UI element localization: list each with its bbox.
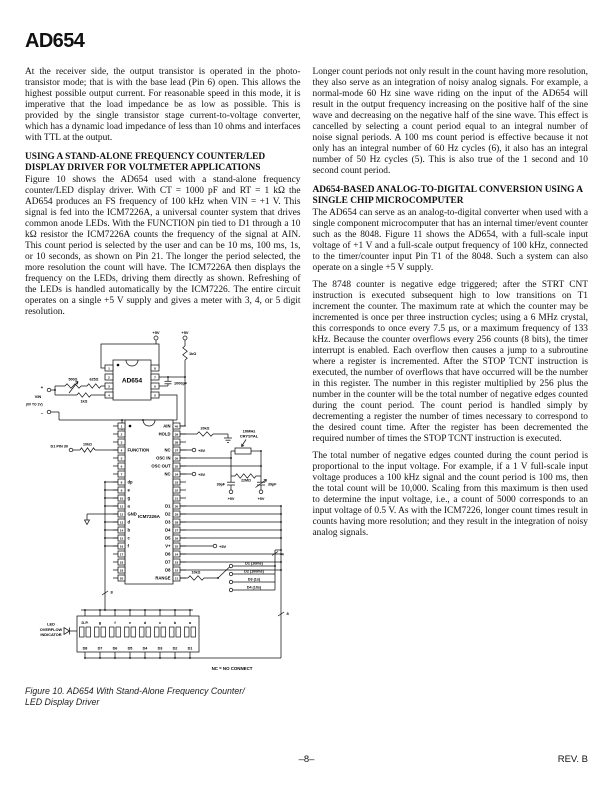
switch-position-label: D2 (100ms) <box>244 569 264 574</box>
icm-pin-number-31: 31 <box>174 496 179 501</box>
led-overflow-label: INDICATOR <box>40 632 62 637</box>
junction-dot <box>189 609 191 611</box>
icm-pin-number-27: 27 <box>174 528 179 533</box>
junction-dot <box>280 549 282 551</box>
icm-pin-number-25: 25 <box>174 544 179 549</box>
icm-pin-number-37: 37 <box>174 448 179 453</box>
icm-pin-label-25: V+ <box>165 543 171 549</box>
junction-dot <box>280 553 282 555</box>
junction-dot <box>280 537 282 539</box>
junction-dot <box>260 465 262 467</box>
crystal-label: 10MHz <box>242 428 256 434</box>
icm-pin-label-22: D8 <box>165 567 171 573</box>
icm-pin-label-24: D6 <box>165 551 171 557</box>
capacitor-label: 1000pF <box>174 381 188 386</box>
vin-plus: + <box>40 385 44 390</box>
ad654-pin-number-4: 4 <box>108 393 110 398</box>
icm-pin-number-35: 35 <box>174 464 179 469</box>
resistor-label: 10kΩ <box>191 570 201 575</box>
icm-pin-label-11: a <box>127 503 130 509</box>
icm-pin-label-37: NC <box>164 447 171 453</box>
figure-10 <box>25 324 301 680</box>
ad654-pin-number-7: 7 <box>154 375 156 380</box>
icm-pin-number-38: 38 <box>174 440 179 445</box>
icm-chip-label: ICM7226A <box>138 514 160 519</box>
icm-pin-number-36: 36 <box>174 456 179 461</box>
vin-minus: – <box>40 410 44 416</box>
junction-dot <box>217 577 219 579</box>
resistor-label: 22MΩ <box>241 478 251 483</box>
junction-dot <box>104 609 106 611</box>
icm-pin-number-39: 39 <box>174 432 179 437</box>
crystal-label: CRYSTAL <box>239 433 259 439</box>
junction-dot <box>104 505 106 507</box>
resistor-label: 20kΩ <box>200 426 210 431</box>
ad654-pin-number-6: 6 <box>154 384 156 389</box>
page-number: –8– <box>298 754 315 765</box>
segment-label-d: d <box>143 621 147 625</box>
resistor-label: 1kΩ <box>189 352 197 356</box>
icm-pin-number-8: 8 <box>120 480 123 485</box>
paragraph: At the receiver side, the output transistor is operated in the photo-transistor mode; that is with the base lead (Pin 6) open. This allows the highest possible output current. For reasonable speed in this mode, it is imperative that the load impedance be as low as possible. This is provided by the single transistor stage current-to-voltage converter, which has a dynamic load impedance of less than 10 ohms and interfaces with TTL at the output. <box>25 67 301 143</box>
junction-dot <box>280 569 282 571</box>
junction-dot <box>104 497 106 499</box>
switch-position-label: D3 (1s) <box>247 577 261 582</box>
junction-dot <box>260 450 262 452</box>
junction-dot <box>189 657 191 659</box>
junction-dot <box>129 609 131 611</box>
digit-label-D8: D8 <box>82 646 88 651</box>
led-overflow-label: OVERFLOW <box>39 626 63 632</box>
junction-dot <box>99 609 101 611</box>
icm-pin-number-15: 15 <box>119 536 124 541</box>
ad654-pin-number-1: 1 <box>108 366 110 371</box>
icm-pin-label-40: AIN <box>163 423 171 429</box>
d1-pin30-label: D1 PIN 30 <box>50 444 68 449</box>
icm-pin-label-28: D3 <box>165 519 171 525</box>
junction-dot <box>114 657 116 659</box>
digit-label-D5: D5 <box>127 646 133 651</box>
icm-pin-number-32: 32 <box>174 488 179 493</box>
icm-pin-number-12: 12 <box>119 512 124 517</box>
left-column <box>25 67 301 708</box>
icm-pin-label-35: OSC OUT <box>151 463 171 469</box>
junction-dot <box>280 529 282 531</box>
junction-dot <box>84 609 86 611</box>
junction-dot <box>104 481 106 483</box>
icm-pin-label-13: d <box>127 519 131 525</box>
supply-label: +5V <box>198 472 206 477</box>
no-connect-note: NC = NO CONNECT <box>211 666 253 671</box>
icm-pin-label-10: g <box>127 495 131 501</box>
digit-label-D4: D4 <box>142 646 148 651</box>
right-column <box>313 67 589 708</box>
digit-label-D3: D3 <box>157 646 163 651</box>
ad654-pin-number-5: 5 <box>154 393 156 398</box>
junction-dot <box>280 505 282 507</box>
junction-dot <box>54 389 56 391</box>
figure-wires <box>47 336 284 658</box>
icm-pin-number-5: 5 <box>120 456 123 461</box>
two-column-layout <box>25 67 588 708</box>
junction-dot <box>174 609 176 611</box>
page-title: AD654 <box>25 30 85 52</box>
icm-pin-number-34: 34 <box>174 472 179 477</box>
icm-pin-label-21: RANGE <box>155 575 171 581</box>
ad654-chip-label: AD654 <box>121 377 143 385</box>
icm-pin-number-9: 9 <box>120 488 123 493</box>
trimpot-label: 500Ω <box>68 377 78 382</box>
junction-dot <box>184 376 186 378</box>
paragraph: The total number of negative edges counted during the count period is proportional to the input voltage. For example, if a 1 V full-scale input voltage produces a 100 kHz signal and the count period is 100 ms, then the total count will be 10,000. Scaling from this maximum is then used to determine the input voltage, i.e., a count of 5000 corresponds to an input voltage of 0.5 V. As with the ICM7226, longer count times result in counts having more resolution; and they result in the integration of noisy analog signals. <box>312 451 588 538</box>
segment-label-b: b <box>173 621 177 625</box>
junction-dot <box>114 609 116 611</box>
icm-pin-label-12: GND <box>127 511 137 517</box>
junction-dot <box>167 376 169 378</box>
segment-label-D.P.: D.P. <box>81 621 89 625</box>
icm-pin-number-22: 22 <box>174 568 179 573</box>
supply-label: +5V <box>181 330 189 335</box>
supply-label: +5V <box>152 330 160 335</box>
junction-dot <box>144 657 146 659</box>
segment-label-f: f <box>114 621 116 625</box>
ad654-pin-number-2: 2 <box>108 375 110 380</box>
junction-dot <box>84 657 86 659</box>
caption-line: Figure 10. AD654 With Stand-Alone Frequency Counter/ <box>25 686 245 696</box>
icm-pin-label-27: D4 <box>165 527 171 533</box>
paragraph: The AD654 can serve as an analog-to-digital converter when used with a single component microcomputer that has an internal timer/event counter such as the 8048. Figure 11 shows the AD654, with a full-scale input voltage of +1 V and a full-scale output frequency of 100 kHz, connected to the timer/counter input Pin T1 of the 8048. Such a system can also operate on a single +5 V supply. <box>312 208 588 273</box>
junction-dot <box>280 513 282 515</box>
icm-pin-label-16: f <box>127 543 129 549</box>
icm-pin-number-20: 20 <box>119 576 124 581</box>
icm-pin-number-19: 19 <box>119 568 124 573</box>
junction-dot <box>104 545 106 547</box>
icm-pin-number-24: 24 <box>174 552 179 557</box>
icm-pin-label-26: D5 <box>165 535 171 541</box>
capacitor-label: 39pF <box>216 482 225 487</box>
digit-label-D6: D6 <box>112 646 118 651</box>
junction-dot <box>274 565 276 567</box>
junction-dot <box>99 657 101 659</box>
junction-dot <box>280 561 282 563</box>
section-heading: AD654-BASED ANALOG-TO-DIGITAL CONVERSION USING A SINGLE CHIP MICROCOMPUTER <box>312 185 583 206</box>
pin1-dot <box>117 364 120 367</box>
icm-pin-number-23: 23 <box>174 560 179 565</box>
revision-label: REV. B <box>557 754 588 765</box>
icm-pin-number-4: 4 <box>120 448 123 453</box>
vin-label: VIN <box>34 394 42 399</box>
resistor-label: 1kΩ <box>80 399 88 404</box>
junction-dot <box>142 419 144 421</box>
icm-pin-label-29: D2 <box>165 511 171 517</box>
paragraph: The 8748 counter is negative edge triggered; after the STRT CNT instruction is executed subsequent high to low transitions on T1 increment the counter. The maximum rate at which the counter may be incremented is once per three instruction cycles; using a 6 MHz crystal, this corresponds to once every 7.5 μs, or a maximum frequency of 133 kHz. Because the counter overflows every 256 counts (8 bits), the timer interrupt is enabled. Each overflow then causes a jump to a subroutine where a register is incremented. After the STOP TCNT instruction is executed, the number of overflows that have occurred will be the number in this register. The number in this register multiplied by 256 plus the number in the counter will be the total number of negative edges counted during the count period. The count period is handled simply by decrementing a register the number of times necessary to correspond to the desired count time. After the register has been decremented the required number of times the STOP TCNT instruction is executed. <box>312 280 588 444</box>
icm-pin-label-14: b <box>127 527 131 533</box>
icm-pin-number-7: 7 <box>120 472 123 477</box>
figure-caption <box>25 686 301 708</box>
resistor-label: 625Ω <box>89 377 99 382</box>
icm-pin-number-10: 10 <box>119 496 124 501</box>
icm-pin-number-1: 1 <box>120 424 123 429</box>
icm-pin-number-16: 16 <box>119 544 124 549</box>
icm-pin-label-39: HOLD <box>158 431 171 437</box>
icm-pin-label-8: dp <box>127 479 133 485</box>
supply-label: +5V <box>227 497 235 501</box>
resistor-label: 10kΩ <box>83 442 92 447</box>
section-heading: USING A STAND-ALONE FREQUENCY COUNTER/LED DISPLAY DRIVER FOR VOLTMETER APPLICATIONS <box>25 152 266 173</box>
segment-label-a: a <box>188 621 192 625</box>
icm-pin-number-14: 14 <box>119 528 124 533</box>
caption-line: LED Display Driver <box>25 697 100 707</box>
icm-pin-number-33: 33 <box>174 480 179 485</box>
junction-dot <box>230 457 232 459</box>
junction-dot <box>121 419 123 421</box>
switch-position-label: D1 (10ms) <box>245 561 263 566</box>
supply-label: +5V <box>257 497 265 501</box>
segment-label-g: g <box>98 621 102 625</box>
icm-pin-label-23: D7 <box>165 559 171 565</box>
junction-dot <box>144 609 146 611</box>
capacitor-label: 39pF <box>268 482 277 487</box>
bus-width-label: 4 <box>281 551 284 557</box>
icm-pin-label-9: e <box>127 487 130 493</box>
junction-dot <box>104 537 106 539</box>
junction-dot <box>104 521 106 523</box>
icm-pin-number-13: 13 <box>119 520 124 525</box>
icm-pin-label-34: NC <box>164 471 171 477</box>
supply-label: +5V <box>198 448 206 453</box>
switch-position-label: D4 (10s) <box>246 585 262 590</box>
bus-width-label: 8 <box>110 589 113 595</box>
icm-pin-label-30: D1 <box>165 503 171 509</box>
icm-pin-number-2: 2 <box>120 432 123 437</box>
paragraph: Longer count periods not only result in the count having more resolution, they also serve as an integration of noisy analog signals. For example, a normal-mode 60 Hz sine wave riding on the input of the AD654 will result in the output frequency increasing on the positive half of the sine wave and decreasing on the negative half of the sine wave. This effect is cancelled by selecting a count period equal to an integral number of noise signal periods. A 100 ms count period is effective because it not only has an integral number of 60 Hz cycles (6), it also has an integral number of 50 Hz cycles (5). This is also true of the 1 second and 10 second count period. <box>312 67 588 176</box>
page-footer <box>25 754 588 766</box>
ad654-pin-number-8: 8 <box>154 366 156 371</box>
icm-pin-label-4: FUNCTION <box>127 447 150 453</box>
icm-pin-label-36: OSC IN <box>156 455 171 461</box>
junction-dot <box>174 657 176 659</box>
junction-dot <box>129 657 131 659</box>
icm-pin-number-17: 17 <box>119 552 124 557</box>
pin1-dot <box>129 425 132 428</box>
supply-label: +5V <box>219 544 227 549</box>
icm-pin-number-18: 18 <box>119 560 124 565</box>
icm-pin-number-40: 40 <box>174 424 179 429</box>
junction-dot <box>159 609 161 611</box>
bus-width-label: 8 <box>286 611 289 616</box>
icm-pin-number-11: 11 <box>119 504 124 509</box>
icm-pin-number-21: 21 <box>174 576 179 581</box>
icm-pin-number-30: 30 <box>174 504 179 509</box>
icm-pin-label-15: c <box>127 535 130 541</box>
ad654-pin-number-3: 3 <box>108 384 110 389</box>
icm-pin-number-3: 3 <box>120 440 123 445</box>
led-overflow-label: LED <box>47 621 55 627</box>
junction-dot <box>104 529 106 531</box>
circuit-diagram <box>25 324 305 680</box>
segment-label-e: e <box>128 621 132 625</box>
junction-dot <box>280 521 282 523</box>
junction-dot <box>104 489 106 491</box>
digit-label-D2: D2 <box>172 646 178 651</box>
vin-range: (0V TO 1V) <box>26 402 43 407</box>
icm-pin-number-28: 28 <box>174 520 179 525</box>
junction-dot <box>159 657 161 659</box>
icm-pin-number-6: 6 <box>120 464 123 469</box>
icm-pin-number-29: 29 <box>174 512 179 517</box>
icm-pin-number-26: 26 <box>174 536 179 541</box>
segment-label-c: c <box>158 621 162 625</box>
digit-label-D1: D1 <box>187 646 193 651</box>
digit-label-D7: D7 <box>97 646 103 651</box>
paragraph: Figure 10 shows the AD654 used with a stand-alone frequency counter/LED display driver. With CT = 1000 pF and RT = 1 kΩ the AD654 produces an FS frequency of 100 kHz when VIN = +1 V. This signal is fed into the ICM7226A, a universal counter system that drives common anode LEDs. With the FUNCTION pin tied to D1 through a 10 kΩ resistor the ICM7226A counts the frequency of the signal at AIN. This count period is selected by the user and can be 10 ms, 100 ms, 1s, or 10 seconds, as shown on Pin 21. The longer the period selected, the more resolution the count will have. The ICM7226A then displays the frequency on the LEDs, driving them directly as shown. Refreshing of the LEDs is handled automatically by the ICM7226. The entire circuit operates on a single +5 V supply and gives a meter with 3, 4, or 5 digit resolution. <box>25 175 301 317</box>
